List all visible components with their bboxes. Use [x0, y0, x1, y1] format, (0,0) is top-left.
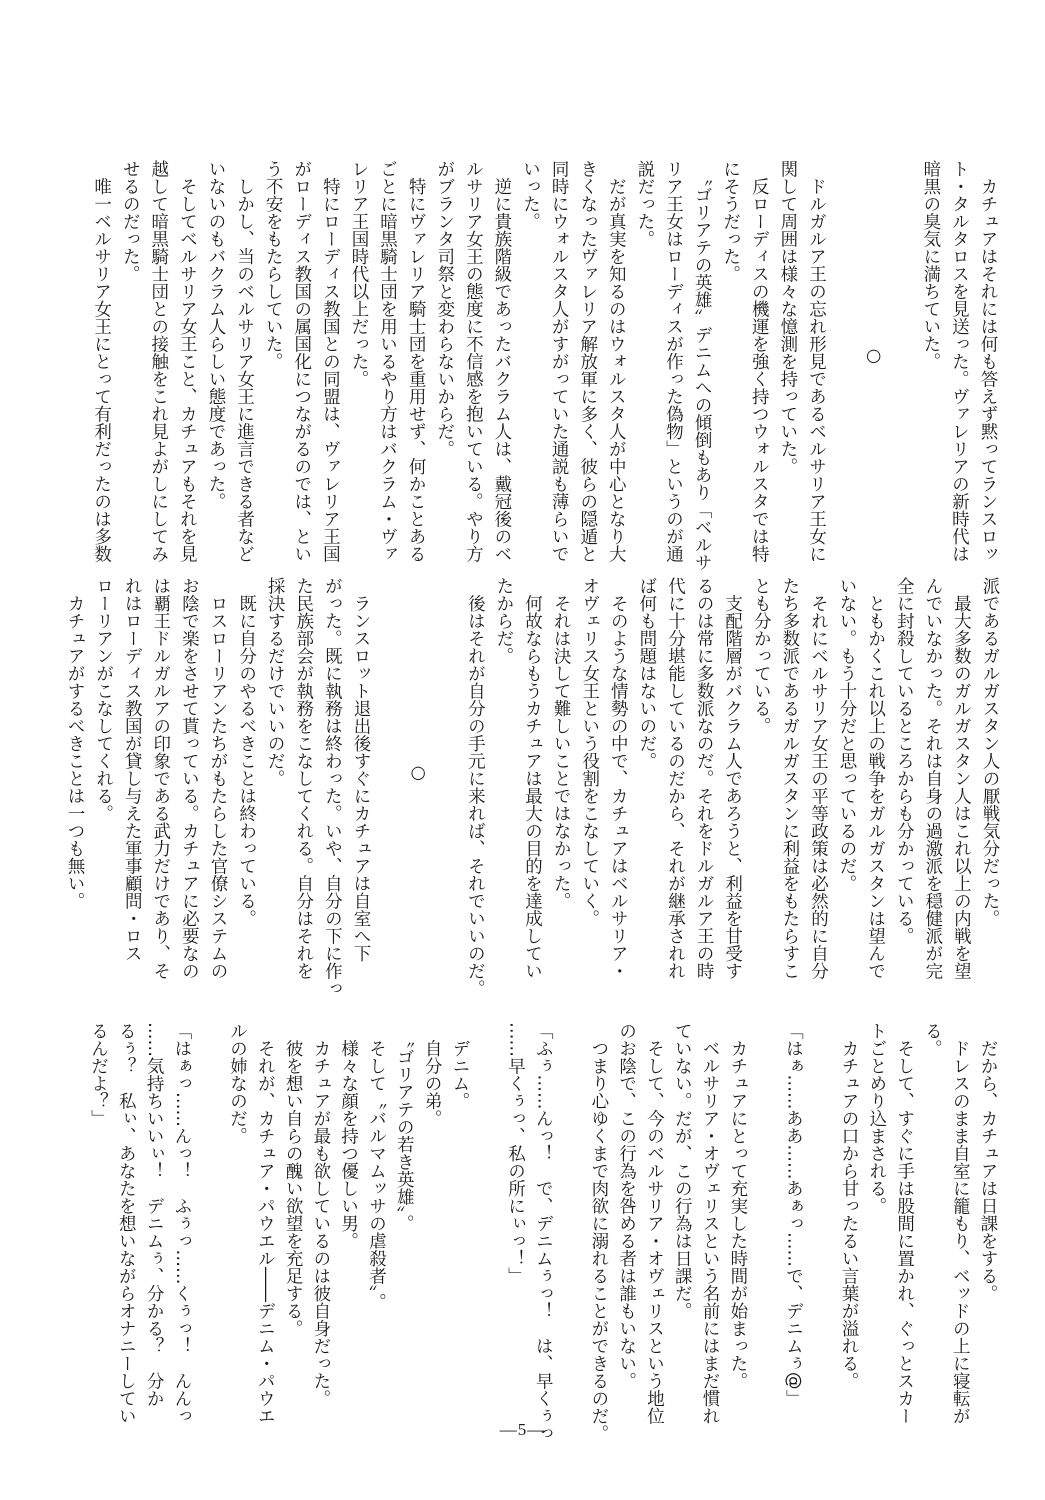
text-line: たち多数派であるガルガスタンに利益をもたらすこ — [779, 577, 800, 980]
text-line: ドレスのまま自室に籠もり、ベッドの上に寝転が — [950, 1022, 971, 1425]
text-line: にそうだった。 — [720, 160, 741, 283]
text-line: ……早くぅっ、私の所にぃっ！」 — [505, 1022, 526, 1285]
section-break-circle: ○ — [408, 763, 429, 783]
text-line: せるのだった。 — [120, 160, 141, 283]
text-line: カチュアはそれには何も答えず黙ってランスロッ — [978, 160, 998, 563]
text-line: 暗黒の臭気に満ちていた。 — [920, 160, 941, 370]
text-line: ごとに暗黒騎士団を用いるやり方はバクラム・ヴァ — [377, 160, 398, 563]
text-line: 彼を想い自らの醜い欲望を充足する。 — [283, 1022, 304, 1337]
text-tier-top — [87, 160, 1002, 572]
text-line: ……気持ちいいぃ！ デニムぅ、分かる？ 分か — [144, 1022, 165, 1407]
text-line: 越して暗黒騎士団との接触をこれ見よがしにしてみ — [148, 160, 169, 563]
text-line: カチュアがするべきことは一つも無い。 — [65, 577, 85, 910]
text-line: 〝ゴリアテの英雄〟デニムへの傾倒もあり「ベルサ — [692, 160, 713, 572]
text-line: カチュアの口から甘ったるい言葉が溢れる。 — [839, 1022, 860, 1390]
text-line: ランスロット退出後すぐにカチュアは自室へ下 — [350, 577, 371, 962]
blank-line — [473, 1022, 501, 1414]
text-line: カチュアにとって充実した時間が始まった。 — [727, 1022, 748, 1390]
text-line: そして〝バルマムッサの虐殺者〟。 — [366, 1022, 387, 1311]
text-line: そのような情勢の中で、カチュアはベルサリア・ — [608, 577, 629, 980]
text-line: 唯一ベルサリア女王にとって有利だったのは多数 — [91, 160, 112, 563]
text-line: 全に封殺しているところからも分かっている。 — [894, 577, 915, 945]
text-line: がブランタ司祭と変わらないからだ。 — [434, 160, 455, 458]
text-line: 後はそれが自分の手元に来れば、それでいいのだ。 — [465, 577, 486, 997]
text-line: いない。もう十分だと思っているのだ。 — [837, 577, 858, 892]
text-tier-middle — [60, 577, 1004, 997]
text-line: ロスローリアンたちがもたらした官僚システムの — [207, 577, 228, 980]
blank-line — [375, 577, 404, 969]
text-line: るぅ？ 私ぃ、あなたを想いながらオナニーしてい — [116, 1022, 137, 1425]
text-line: カチュアが最も欲しているのは彼自身だった。 — [310, 1022, 331, 1407]
text-line: お陰で楽をさせて貰っている。カチュアに必要なの — [179, 577, 200, 980]
text-line: そして、今のベルサリア・オヴェリスという地位 — [644, 1022, 665, 1425]
text-line: いった。 — [520, 160, 541, 230]
section-break-circle: ○ — [863, 346, 884, 366]
blank-line — [830, 160, 859, 552]
blank-line — [195, 1022, 223, 1414]
text-line: 自分の弟。 — [422, 1022, 443, 1127]
text-line: る。 — [922, 1022, 943, 1057]
text-line: 最大多数のガルガスタン人はこれ以上の内戦を望 — [951, 577, 972, 980]
text-line: 逆に貴族階級であったバクラム人は、戴冠後のベ — [491, 160, 512, 563]
text-line: レリア王国時代以上だった。 — [348, 160, 369, 388]
text-line: ば何も問題はないのだ。 — [636, 577, 657, 770]
text-line: ていない。だが、この行為は日課だ。 — [672, 1022, 693, 1320]
text-line: 関して周囲は様々な憶測を持っていた。 — [777, 160, 798, 475]
text-line: 何故ならもうカチュアは最大の目的を達成してい — [522, 577, 543, 980]
text-line: デニム。 — [449, 1022, 470, 1110]
text-line: トごとめり込まされる。 — [866, 1022, 887, 1215]
text-line: ともかくこれ以上の戦争をガルガスタンは望んで — [865, 577, 886, 980]
text-line: リア王女はローディスが作った偽物」というのが通 — [663, 160, 684, 563]
text-line: とも分かっている。 — [751, 577, 772, 735]
text-line: 反ローディスの機運を強く持つウォルスタでは特 — [749, 160, 770, 563]
text-line: がった。既に執務は終わった。いや、自分の下に作っ — [322, 577, 343, 997]
text-line: しかし、当のベルサリア女王に進言できる者など — [234, 160, 255, 563]
text-line: ドルガルア王の忘れ形見であるベルサリア王女に — [806, 160, 827, 563]
text-line: ト・タルタロスを見送った。ヴァレリアの新時代は — [949, 160, 970, 563]
text-line: ローリアンがこなしてくれる。 — [93, 577, 114, 822]
text-line: 説だった。 — [634, 160, 655, 248]
text-line: 「はぁっ……んっ！ ふぅっ……くぅっ！ んんっ — [171, 1022, 192, 1425]
blank-line — [888, 160, 917, 552]
text-line: それは決して難しいことではなかった。 — [551, 577, 572, 910]
text-line: たからだ。 — [493, 577, 514, 665]
blank-line — [556, 1022, 584, 1414]
text-line: オヴェリス女王という役割をこなしていく。 — [579, 577, 600, 927]
text-line: 特にローディス教国との同盟は、ヴァレリア王国 — [320, 160, 341, 563]
text-line: は覇王ドルガルアの印象である武力だけであり、そ — [150, 577, 171, 980]
text-line: 様々な顔を持つ優しい男。 — [338, 1022, 359, 1250]
text-line: のお陰で、この行為を咎める者は誰もいない。 — [616, 1022, 637, 1390]
text-line: きくなったヴァレリア解放軍に多く、彼らの隠遁と — [577, 160, 598, 563]
text-line: 派であるガルガスタン人の厭戦気分だった。 — [980, 577, 1000, 927]
text-line: ベルサリア・オヴェリスという名前にはまだ慣れ — [700, 1022, 721, 1425]
text-line: う不安をもたらしていた。 — [263, 160, 284, 370]
text-tier-bottom — [84, 1022, 1001, 1442]
text-line: 同時にウォルスタ人がすがっていた通説も薄らいで — [549, 160, 570, 563]
text-line: 採決するだけでいいのだ。 — [265, 577, 286, 787]
text-line: 特にヴァレリア騎士団を重用せず、何かことある — [406, 160, 427, 563]
page-number: ―5― — [499, 1420, 546, 1439]
text-line: れはローディス教国が貸し与えた軍事顧問・ロス — [122, 577, 143, 962]
blank-line — [751, 1022, 779, 1414]
text-line: 「はぁ……ああ……あぁっ……で、デニムぅ@」 — [783, 1022, 804, 1407]
text-line: 既に自分のやるべきことは終わっている。 — [236, 577, 257, 927]
text-line: んでいなかった。それは自身の過激派を穏健派が完 — [922, 577, 943, 980]
text-line: いないのもバクラム人らしい態度であった。 — [205, 160, 226, 510]
text-line: ルの姉なのだ。 — [227, 1022, 248, 1145]
blank-line — [806, 1022, 834, 1414]
text-line: そしてベルサリア女王こと、カチュアもそれを見 — [177, 160, 198, 563]
text-line: それが、カチュア・パウエル――デニム・パウエ — [255, 1022, 276, 1425]
text-line: 代に十分堪能しているのだから、それが継承されれ — [665, 577, 686, 980]
text-line: そして、すぐに手は股間に置かれ、ぐっとスカー — [894, 1022, 915, 1425]
text-line: だから、カチュアは日課をする。 — [978, 1022, 998, 1302]
text-line: つまり心ゆくまで肉欲に溺れることができるのだ。 — [588, 1022, 609, 1442]
text-line: だが真実を知るのはウォルスタ人が中心となり大 — [606, 160, 627, 563]
text-line: るんだよ？」 — [88, 1022, 109, 1127]
text-line: 「ふぅ……んっ！ で、デニムぅっ！ は、早くぅっ — [533, 1022, 554, 1442]
text-line: た民族部会が執務をこなしてくれる。自分はそれを — [293, 577, 314, 980]
text-line: 〝ゴリアテの若き英雄〟。 — [394, 1022, 415, 1232]
text-line: 支配階層がバクラム人であろうと、利益を甘受す — [722, 577, 743, 980]
blank-line — [432, 577, 461, 969]
text-line: それにベルサリア女王の平等政策は必然的に自分 — [808, 577, 829, 980]
text-line: ルサリア女王の態度に不信感を抱いている。やり方 — [463, 160, 484, 563]
text-line: るのは常に多数派なのだ。それをドルガルア王の時 — [694, 577, 715, 980]
text-line: がローディス教国の属国化につながるのでは、とい — [291, 160, 312, 563]
